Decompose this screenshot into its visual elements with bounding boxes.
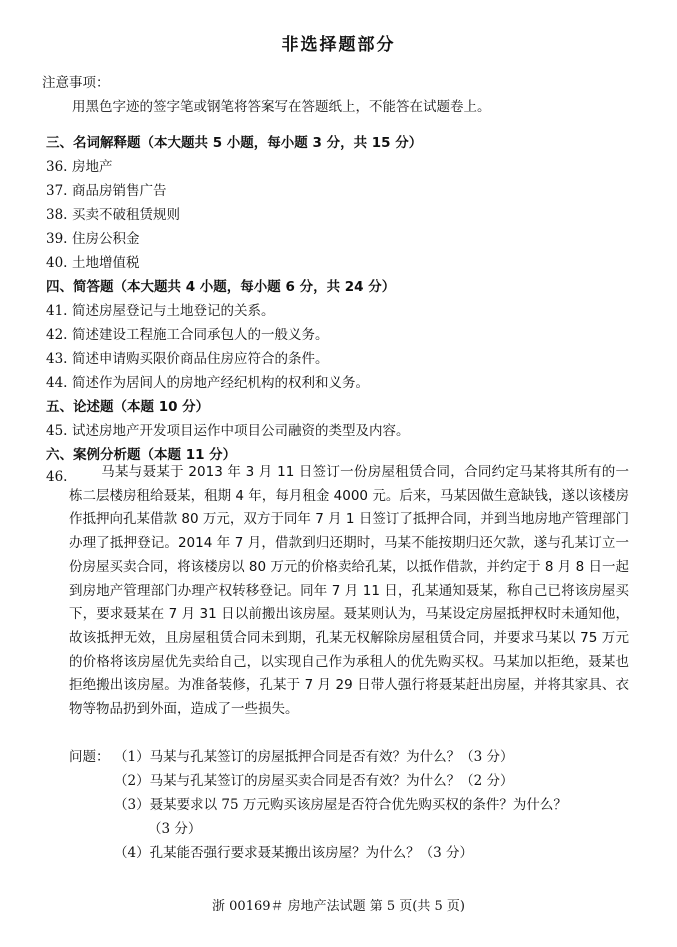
case-question-3-score: （3 分） bbox=[148, 821, 202, 837]
question-text: 简述建设工程施工合同承包人的一般义务。 bbox=[72, 327, 329, 343]
case-paragraph bbox=[69, 461, 629, 722]
question-item bbox=[46, 251, 140, 271]
question-text: 简述申请购买限价商品住房应符合的条件。 bbox=[72, 351, 329, 367]
section-title: 三、名词解释题 bbox=[46, 135, 141, 151]
section-heading-5 bbox=[46, 395, 209, 415]
question-item bbox=[46, 371, 369, 391]
case-question-3: （3）聂某要求以 75 万元购买该房屋是否符合优先购买权的条件？为什么？ bbox=[114, 797, 567, 813]
question-number: 38. bbox=[46, 207, 68, 223]
case-text: 马某与聂某于 2013 年 3 月 11 日签订一份房屋租赁合同，合同约定马某将其所有的一栋二层楼房租给聂某，租期 4 年，每月租金 4000 元。后来，马某因做生意缺钱，遂以该楼房作抵押向孔某借款 80 万元，双方于同年 7 月 1 日签订了抵押合同，并到当地房地产管理部门办理了抵押登记。2014 年 7 月，借款到归还期时，马某不能按期归还欠款，遂与孔某订立一份房屋买卖合同，将该楼房以 80 万元的价格卖给孔某，以抵作借款，并约定于 8 月 8 日一起到房地产管理部门办理产权转移登记。同年 7 月 11 日，孔某通知聂某，称自己已将该房屋买下，要求聂某在 7 月 31 日以前搬出该房屋。聂某则认为，马某设定房屋抵押权时未通知他，故该抵押无效，且房屋租赁合同未到期，孔某无权解除房屋租赁合同，并要求马某以 75 万元的价格将该房屋优先卖给自己，以实现自己作为承租人的优先购买权。马某加以拒绝，聂某也拒绝搬出该房屋。为准备装修，孔某于 7 月 29 日带人强行将聂某赶出房屋，并将其家具、衣物等物品扔到外面，造成了一些损失。 bbox=[69, 464, 629, 718]
question-number: 40. bbox=[46, 255, 68, 271]
section-note: （本大题共 5 小题，每小题 3 分，共 15 分） bbox=[140, 135, 423, 151]
question-item bbox=[46, 299, 275, 319]
question-number: 36. bbox=[46, 159, 68, 175]
question-number: 45. bbox=[46, 423, 68, 439]
section-title: 四、简答题 bbox=[46, 279, 114, 295]
question-item bbox=[46, 155, 113, 175]
section-title: 五、论述题 bbox=[46, 399, 114, 415]
section-heading-6 bbox=[46, 443, 236, 463]
question-item bbox=[46, 419, 410, 439]
question-number: 37. bbox=[46, 183, 68, 199]
case-question-1: （1）马某与孔某签订的房屋抵押合同是否有效？为什么？（3 分） bbox=[114, 749, 514, 765]
question-number: 39. bbox=[46, 231, 68, 247]
question-item bbox=[46, 227, 140, 247]
question-text: 土地增值税 bbox=[72, 255, 140, 271]
case-number: 46. bbox=[46, 469, 68, 485]
question-text: 房地产 bbox=[72, 159, 113, 175]
notice-heading: 注意事项： bbox=[42, 75, 110, 91]
section-heading-4 bbox=[46, 275, 395, 295]
page-title: 非选择题部分 bbox=[281, 35, 396, 55]
question-item bbox=[46, 347, 329, 367]
page-footer: 浙 00169＃ 房地产法试题 第 5 页(共 5 页) bbox=[212, 899, 465, 914]
section-note: （本题 11 分） bbox=[140, 447, 237, 463]
questions-label: 问题： bbox=[69, 749, 110, 765]
section-title: 六、案例分析题 bbox=[46, 447, 141, 463]
notice-text: 用黑色字迹的签字笔或钢笔将答案写在答题纸上，不能答在试题卷上。 bbox=[72, 99, 491, 115]
question-number: 44. bbox=[46, 375, 68, 391]
question-text: 简述作为居间人的房地产经纪机构的权利和义务。 bbox=[72, 375, 369, 391]
question-number: 41. bbox=[46, 303, 68, 319]
section-note: （本题 10 分） bbox=[113, 399, 210, 415]
section-note: （本大题共 4 小题，每小题 6 分，共 24 分） bbox=[113, 279, 396, 295]
question-number: 43. bbox=[46, 351, 68, 367]
question-number: 42. bbox=[46, 327, 68, 343]
section-heading-3 bbox=[46, 131, 422, 151]
question-item bbox=[46, 203, 180, 223]
question-item bbox=[46, 323, 329, 343]
question-text: 商品房销售广告 bbox=[72, 183, 167, 199]
question-text: 住房公积金 bbox=[72, 231, 140, 247]
question-text: 试述房地产开发项目运作中项目公司融资的类型及内容。 bbox=[72, 423, 410, 439]
question-text: 买卖不破租赁规则 bbox=[72, 207, 180, 223]
case-question-4: （4）孔某能否强行要求聂某搬出该房屋？为什么？（3 分） bbox=[114, 845, 473, 861]
question-item bbox=[46, 179, 167, 199]
case-question-2: （2）马某与孔某签订的房屋买卖合同是否有效？为什么？（2 分） bbox=[114, 773, 514, 789]
question-text: 简述房屋登记与土地登记的关系。 bbox=[72, 303, 275, 319]
